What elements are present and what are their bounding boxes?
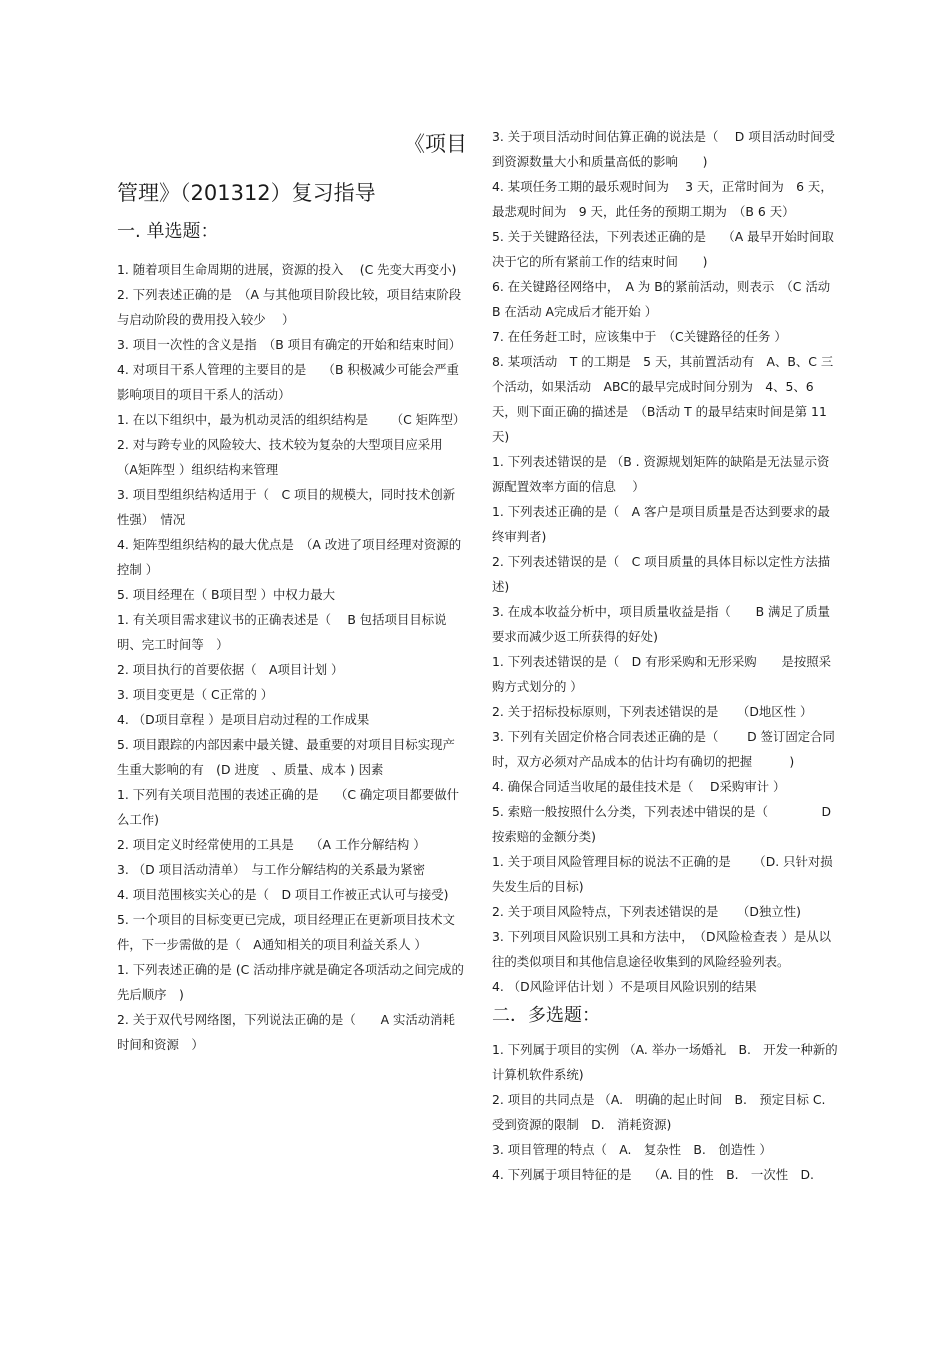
question-item: 3. 项目一次性的含义是指 （B 项目有确定的开始和结束时间） — [117, 337, 462, 352]
question-item: 4. （D风险评估计划 ）不是项目风险识别的结果 — [492, 979, 757, 994]
question-item: 2. 项目的共同点是 （A. 明确的起止时间 B. 预定目标 C. 受到资源的限制 D. 消耗资源) — [492, 1092, 826, 1132]
section-heading-multi-choice: 二．多选题： — [492, 1005, 600, 1026]
question-item: 1. 下列表述错误的是 （B . 资源规划矩阵的缺陷是无法显示资源配置效率方面的信息 ） — [492, 454, 830, 494]
question-item: 3. 项目型组织结构适用于（ C 项目的规模大，同时技术创新性强） 情况 — [117, 487, 456, 527]
question-item: 1. 在以下组织中，最为机动灵活的组织结构是 （C 矩阵型） — [117, 412, 466, 427]
question-item: 4. 项目范围核实关心的是（ D 项目工作被正式认可与接受) — [117, 887, 449, 902]
question-item: 1. 下列属于项目的实例 （A. 举办一场婚礼 B. 开发一种新的计算机软件系统) — [492, 1042, 838, 1082]
question-item: 1. 下列有关项目范围的表述正确的是 （C 确定项目都要做什么工作) — [117, 787, 460, 827]
question-item: 1. 随着项目生命周期的进展，资源的投入 (C 先变大再变小) — [117, 262, 457, 277]
question-item: 2. 关于项目风险特点，下列表述错误的是 （D独立性) — [492, 904, 801, 919]
question-item: 2. 下列表述错误的是（ C 项目质量的具体目标以定性方法描述) — [492, 554, 831, 594]
question-item: 1. 下列表述正确的是（ A 客户是项目质量是否达到要求的最终审判者) — [492, 504, 830, 544]
single-choice-list-right — [492, 124, 838, 999]
question-item: 5. 索赔一般按照什么分类，下列表述中错误的是（ D 按索赔的金额分类) — [492, 804, 832, 844]
question-item: 7. 在任务赶工时，应该集中于 （C关键路径的任务 ） — [492, 329, 787, 344]
question-item: 3. 下列项目风险识别工具和方法中， （D风险检查表 ）是从以往的类似项目和其他信息途径收集到的风险经验列表。 — [492, 929, 831, 969]
question-item: 3. 关于项目活动时间估算正确的说法是（ D 项目活动时间受到资源数量大小和质量高低的影响 ) — [492, 129, 835, 169]
question-item: 1. 下列表述错误的是（ D 有形采购和无形采购 是按照采购方式划分的 ） — [492, 654, 832, 694]
question-item: 3. （D 项目活动清单） 与工作分解结构的关系最为紧密 — [117, 862, 426, 877]
question-item: 2. 下列表述正确的是 （A 与其他项目阶段比较，项目结束阶段与启动阶段的费用投入较少 ） — [117, 287, 462, 327]
question-item: 5. 关于关键路径法，下列表述正确的是 （A 最早开始时间取决于它的所有紧前工作的结束时间 ) — [492, 229, 834, 269]
doc-title-line2: 管理》（201312）复习指导 — [117, 181, 376, 205]
multi-choice-list — [492, 1037, 838, 1187]
question-item: 6. 在关键路径网络中， A 为 B的紧前活动，则表示 （C 活动 B 在活动 A完成后才能开始 ） — [492, 279, 831, 319]
question-item: 4. （D项目章程 ）是项目启动过程的工作成果 — [117, 712, 370, 727]
question-item: 3. 下列有关固定价格合同表述正确的是（ D 签订固定合同时，双方必须对产品成本的估计均有确切的把握 ) — [492, 729, 835, 769]
question-item: 2. 项目定义时经常使用的工具是 （A 工作分解结构 ） — [117, 837, 426, 852]
question-item: 5. 项目跟踪的内部因素中最关键、最重要的对项目目标实现产生重大影响的有 (D 进度 、质量、成本 ) 因素 — [117, 737, 455, 777]
question-item: 4. 确保合同适当收尾的最佳技术是（ D采购审计 ） — [492, 779, 786, 794]
question-item: 3. 在成本收益分析中，项目质量收益是指（ B 满足了质量要求而减少返工所获得的好处) — [492, 604, 830, 644]
question-item: 1. 有关项目需求建议书的正确表述是（ B 包括项目目标说明、完工时间等 ） — [117, 612, 447, 652]
question-item: 5. 项目经理在（ B项目型 ）中权力最大 — [117, 587, 335, 602]
single-choice-list-left — [117, 257, 467, 1057]
question-item: 5. 一个项目的目标变更已完成，项目经理正在更新项目技术文件，下一步需做的是（ A通知相关的项目利益关系人 ） — [117, 912, 455, 952]
right-column — [492, 124, 838, 1187]
question-item: 4. 某项任务工期的最乐观时间为 3 天，正常时间为 6 天，最悲观时间为 9 天，此任务的预期工期为 （B 6 天） — [492, 179, 833, 219]
section-heading-single-choice: 一. 单选题： — [117, 221, 219, 242]
question-item: 1. 下列表述正确的是 (C 活动排序就是确定各项活动之间完成的先后顺序 ) — [117, 962, 464, 1002]
question-item: 1. 关于项目风险管理目标的说法不正确的是 （D. 只针对损失发生后的目标) — [492, 854, 833, 894]
doc-title-line1: 《项目 — [404, 132, 467, 156]
question-item: 2. 项目执行的首要依据（ A项目计划 ） — [117, 662, 344, 677]
question-item: 4. 矩阵型组织结构的最大优点是 （A 改进了项目经理对资源的控制 ） — [117, 537, 462, 577]
left-column — [117, 124, 467, 1057]
question-item: 4. 下列属于项目特征的是 （A. 目的性 B. 一次性 D. — [492, 1167, 814, 1182]
question-item: 3. 项目变更是（ C正常的 ） — [117, 687, 274, 702]
question-item: 2. 对与跨专业的风险较大、技术较为复杂的大型项目应采用 （A矩阵型 ）组织结构来管理 — [117, 437, 443, 477]
question-item: 2. 关于双代号网络图，下列说法正确的是（ A 实活动消耗时间和资源 ） — [117, 1012, 455, 1052]
question-item: 4. 对项目干系人管理的主要目的是 （B 积极减少可能会严重影响项目的项目干系人的活动） — [117, 362, 459, 402]
question-item: 8. 某项活动 T 的工期是 5 天，其前置活动有 A、B、C 三个活动，如果活动 ABC的最早完成时间分别为 4、5、6 天，则下面正确的描述是 （B活动 T 的最早结束时间是第 11 天) — [492, 354, 834, 444]
question-item: 2. 关于招标投标原则，下列表述错误的是 （D地区性 ） — [492, 704, 813, 719]
question-item: 3. 项目管理的特点（ A. 复杂性 B. 创造性 ） — [492, 1142, 772, 1157]
